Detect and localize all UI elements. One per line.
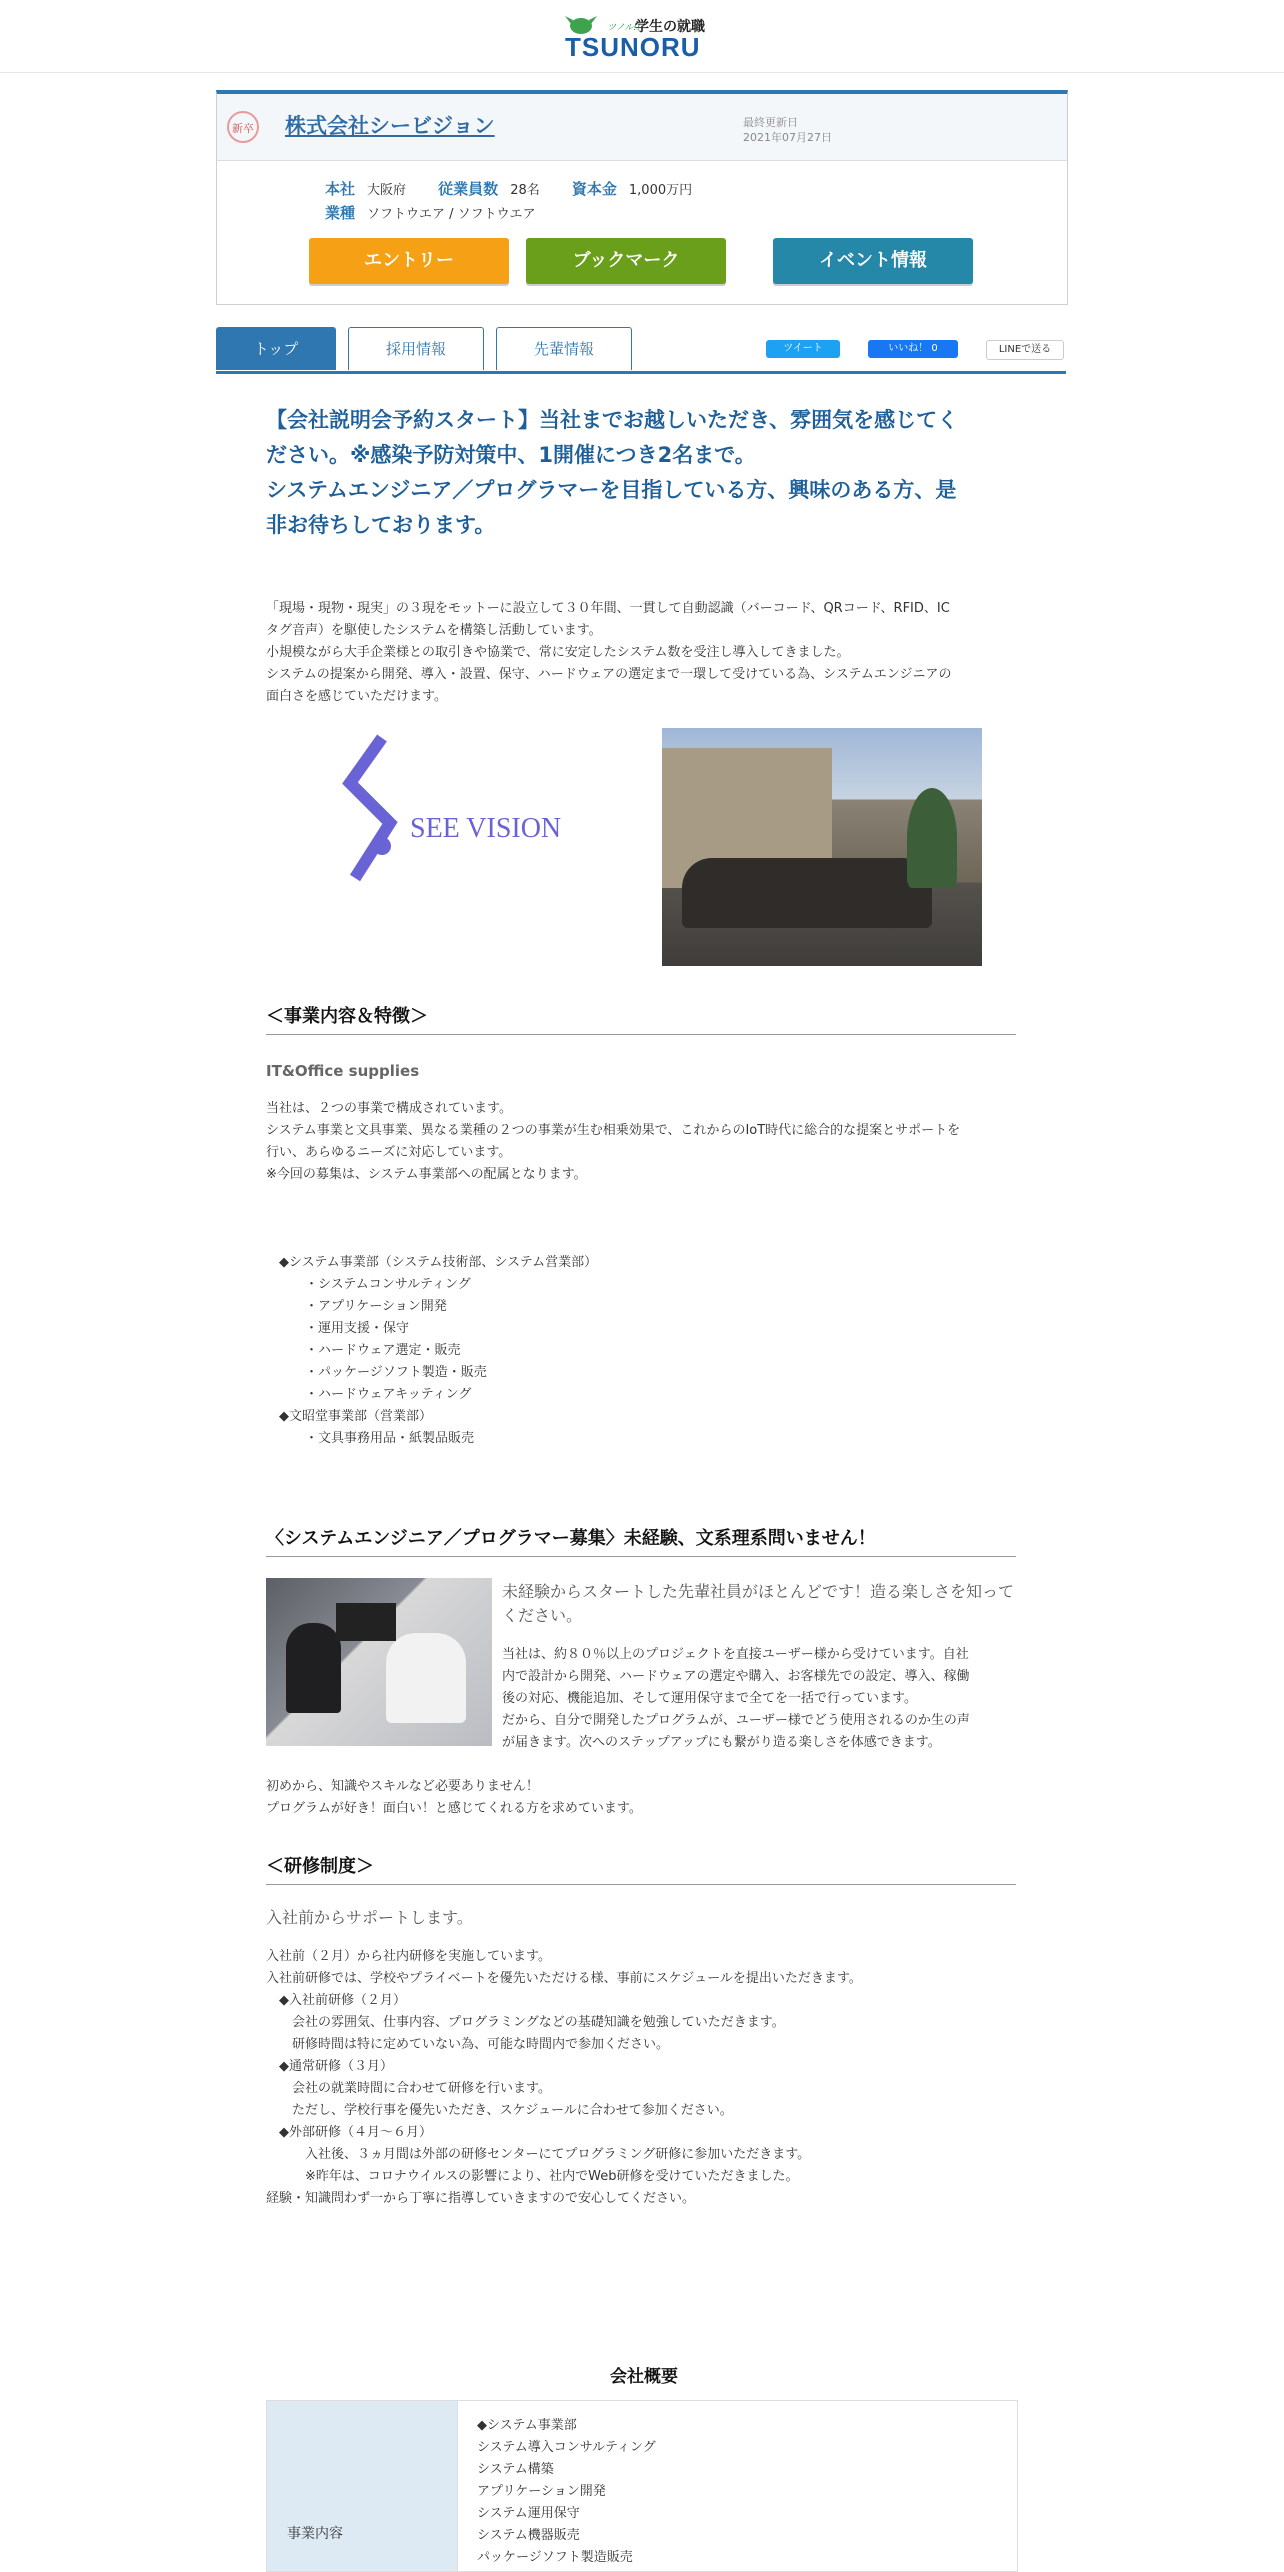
company-logo-image xyxy=(330,728,560,888)
body-line: ◆入社前研修（２月） xyxy=(266,1993,406,2008)
company-summary-card xyxy=(216,90,1068,305)
body-line: ※昨年は、コロナウイルスの影響により、社内でWeb研修を受けていただきました。 xyxy=(266,2169,799,2184)
overview-table xyxy=(266,2400,1018,2572)
section-training-title: ＜研修制度＞ xyxy=(266,1852,1016,1885)
logo-text: SEE VISION xyxy=(410,813,562,844)
training-body xyxy=(266,1946,1022,2210)
overview-title: 会社概要 xyxy=(610,2367,678,2387)
overview-value-line: システム運用保守 xyxy=(477,2506,580,2521)
lead-line: ください。 xyxy=(502,1606,583,1625)
bookmark-button[interactable]: ブックマーク xyxy=(526,238,726,284)
company-header xyxy=(217,94,1067,161)
overview-row-values xyxy=(477,2415,997,2569)
logo-tagline: ツノル!! xyxy=(607,23,641,33)
company-info-row-1 xyxy=(325,178,720,199)
intro-line: タグ音声）を駆使したシステムを構築し活動しています。 xyxy=(266,623,602,638)
body-line: 会社の就業時間に合わせて研修を行います。 xyxy=(266,2081,551,2096)
palm-tree-shape xyxy=(907,788,957,888)
body-line: だから、自分で開発したプログラムが、ユーザー様でどう使用されるのか生の声 xyxy=(502,1713,970,1728)
headline-line: 非お待ちしております。 xyxy=(266,513,496,537)
body-line: 経験・知識問わず一から丁寧に指導していきますので安心してください。 xyxy=(266,2191,696,2206)
section-business-body xyxy=(266,1098,1022,1186)
capital-value: 1,000万円 xyxy=(628,183,693,198)
list-item: ◆文昭堂事業部（営業部） xyxy=(266,1409,432,1424)
overview-value-line: アプリケーション開発 xyxy=(477,2484,606,2499)
like-button[interactable]: いいね！ 0 xyxy=(868,340,958,358)
headline-line: ださい。※感染予防対策中、1開催につき2名まで。 xyxy=(266,443,756,467)
intro-line: 面白さを感じていただけます。 xyxy=(266,689,447,704)
section-business-list xyxy=(266,1252,1022,1450)
logo-wordmark: TSUNORU xyxy=(565,32,701,62)
hq-value: 大阪府 xyxy=(367,183,407,198)
monitor-shape xyxy=(336,1603,396,1641)
section-recruit-title: 〈システムエンジニア／プログラマー募集〉未経験、文系理系問いません！ xyxy=(266,1524,1016,1557)
body-line: 内で設計から開発、ハードウェアの選定や購入、お客様先での設定、導入、稼働 xyxy=(502,1669,970,1684)
training-lead: 入社前からサポートします。 xyxy=(266,1908,473,1927)
body-line: 入社前研修では、学校やプライベートを優先いただける様、事前にスケジュールを提出いただきます。 xyxy=(266,1971,862,1986)
body-line: 当社は、約８０％以上のプロジェクトを直接ユーザー様から受けています。自社 xyxy=(502,1647,969,1662)
overview-value-line: システム構築 xyxy=(477,2462,554,2477)
office-photo xyxy=(266,1578,492,1746)
body-line: 後の対応、機能追加、そして運用保守まで全てを一括で行っています。 xyxy=(502,1691,917,1706)
tab-seniors[interactable]: 先輩情報 xyxy=(496,327,632,370)
headline-line: システムエンジニア／プログラマーを目指している方、興味のある方、是 xyxy=(266,478,957,502)
recruit-body xyxy=(502,1644,1022,1754)
section-business-title: ＜事業内容＆特徴＞ xyxy=(266,1002,1016,1035)
site-header xyxy=(0,0,1284,73)
list-item: ・ハードウェアキッティング xyxy=(266,1387,472,1402)
company-name-link[interactable]: 株式会社シービジョン xyxy=(285,114,495,138)
page-tabs xyxy=(216,327,1066,374)
person-shape xyxy=(286,1623,341,1713)
logo-caption: 学生の就職 xyxy=(635,19,705,35)
list-item: ◆システム事業部（システム技術部、システム営業部） xyxy=(266,1255,598,1270)
list-item: ・文具事務用品・紙製品販売 xyxy=(266,1431,475,1446)
body-line: 研修時間は特に定めていない為、可能な時間内で参加ください。 xyxy=(266,2037,670,2052)
intro-line: 「現場・現物・現実」の３現をモットーに設立して３０年間、一貫して自動認識（バーコード、QRコード、RFID、IC xyxy=(266,601,950,616)
list-item: ・運用支援・保守 xyxy=(266,1321,410,1336)
body-line: ◆外部研修（４月～６月） xyxy=(266,2125,432,2140)
catch-headline xyxy=(266,403,1022,543)
body-line: 行い、あらゆるニーズに対応しています。 xyxy=(266,1145,512,1160)
industry-value: ソフトウエア / ソフトウエア xyxy=(367,207,536,222)
body-line: ただし、学校行事を優先いただき、スケジュールに合わせて参加ください。 xyxy=(266,2103,733,2118)
body-line: 会社の雰囲気、仕事内容、プログラミングなどの基礎知識を勉強していただきます。 xyxy=(266,2015,785,2030)
overview-value-line: ◆システム事業部 xyxy=(477,2418,577,2433)
body-line: ※今回の募集は、システム事業部への配属となります。 xyxy=(266,1167,587,1182)
body-line: ◆通常研修（３月） xyxy=(266,2059,393,2074)
see-vision-logo-icon xyxy=(330,728,560,888)
body-line: 当社は、２つの事業で構成されています。 xyxy=(266,1101,512,1116)
updated-date: 2021年07月27日 xyxy=(743,131,832,144)
list-item: ・パッケージソフト製造・販売 xyxy=(266,1365,487,1380)
tab-recruitment[interactable]: 採用情報 xyxy=(348,327,484,370)
intro-text xyxy=(266,598,1022,708)
tsunoru-logo[interactable] xyxy=(563,14,723,62)
tweet-button[interactable]: ツイート xyxy=(766,340,840,358)
headline-line: 【会社説明会予約スタート】当社までお越しいただき、雰囲気を感じてく xyxy=(266,408,959,432)
entry-button[interactable]: エントリー xyxy=(309,238,509,284)
lead-line: 未経験からスタートした先輩社員がほとんどです！造る楽しさを知って xyxy=(502,1582,1015,1601)
employees-label: 従業員数 xyxy=(438,180,499,198)
staff-group-photo xyxy=(662,728,982,966)
new-grad-badge: 新卒 xyxy=(227,111,259,143)
person-shape xyxy=(386,1633,466,1723)
overview-row-label-cell xyxy=(267,2401,458,2571)
hq-label: 本社 xyxy=(325,180,356,198)
intro-line: 小規模ながら大手企業様との取引きや協業で、常に安定したシステム数を受注し導入してきました。 xyxy=(266,645,850,660)
list-item: ・アプリケーション開発 xyxy=(266,1299,447,1314)
list-item: ・ハードウェア選定・販売 xyxy=(266,1343,461,1358)
recruit-after xyxy=(266,1776,1022,1820)
body-line: 初めから、知識やスキルなど必要ありません！ xyxy=(266,1779,539,1794)
tab-top[interactable]: トップ xyxy=(216,327,336,370)
body-line: プログラムが好き！面白い！と感じてくれる方を求めています。 xyxy=(266,1801,642,1816)
overview-value-line: システム導入コンサルティング xyxy=(477,2440,656,2455)
body-line: が届きます。次へのステップアップにも繋がり造る楽しさを体感できます。 xyxy=(502,1735,941,1750)
recruit-lead xyxy=(502,1580,1022,1628)
body-line: 入社後、３ヵ月間は外部の研修センターにてプログラミング研修に参加いただきます。 xyxy=(266,2147,811,2162)
list-item: ・システムコンサルティング xyxy=(266,1277,471,1292)
section-business-subtitle: IT&Office supplies xyxy=(266,1062,420,1080)
intro-line: システムの提案から開発、導入・設置、保守、ハードウェアの選定まで一環して受けている為、システムエンジニアの xyxy=(266,667,952,682)
group-people-shape xyxy=(682,858,932,928)
line-share-button[interactable]: LINEで送る xyxy=(986,340,1064,360)
overview-value-line: システム機器販売 xyxy=(477,2528,580,2543)
industry-label: 業種 xyxy=(325,204,356,222)
event-info-button[interactable]: イベント情報 xyxy=(773,238,973,284)
overview-row-label: 事業内容 xyxy=(287,2526,343,2542)
body-line: 入社前（２月）から社内研修を実施しています。 xyxy=(266,1949,551,1964)
employees-value: 28名 xyxy=(510,183,540,198)
body-line: システム事業と文具事業、異なる業種の２つの事業が生む相乗効果で、これからのIoT時代に総合的な提案とサポートを xyxy=(266,1123,961,1138)
company-info-row-2 xyxy=(325,202,564,223)
overview-value-line: パッケージソフト製造販売 xyxy=(477,2550,633,2565)
updated-label: 最終更新日 xyxy=(743,116,798,129)
capital-label: 資本金 xyxy=(571,180,617,198)
